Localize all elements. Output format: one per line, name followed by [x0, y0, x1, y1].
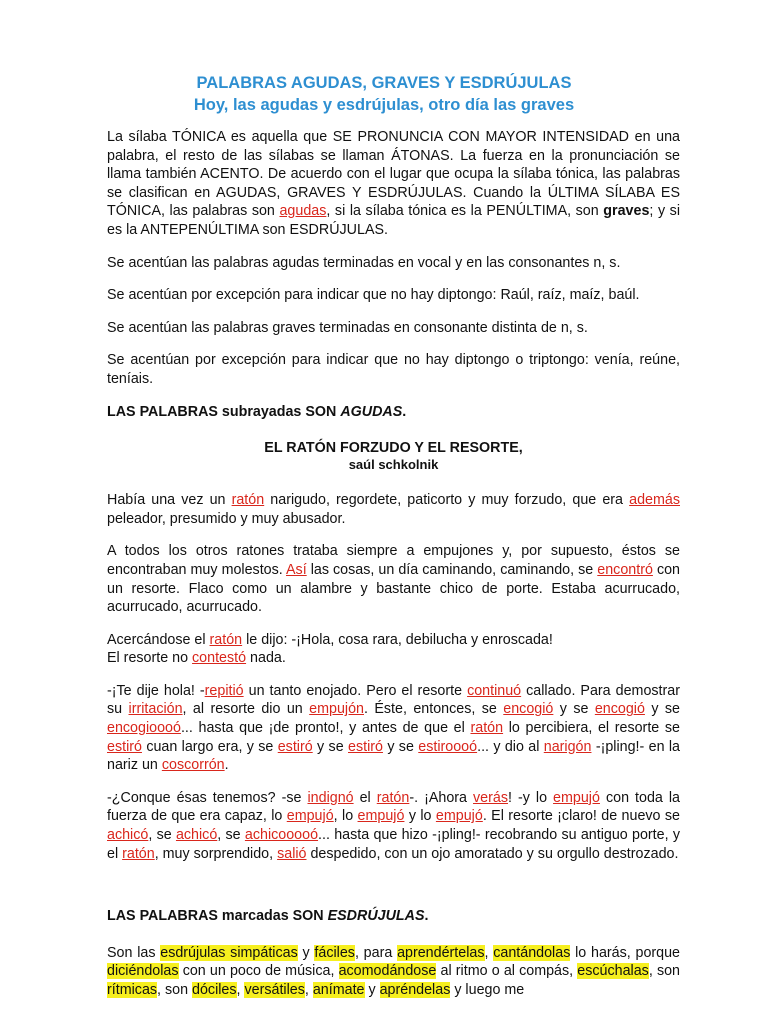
text: y: [364, 982, 380, 998]
text: lo harás, porque: [570, 944, 681, 961]
text: , se: [148, 827, 176, 844]
text: al ritmo o al compás,: [436, 963, 578, 980]
heading-part: .: [424, 908, 429, 925]
text: ... y dio al: [477, 738, 544, 755]
story-paragraph-1: [107, 491, 680, 528]
story-paragraph-3: [107, 631, 680, 668]
heading-part: ESDRÚJULAS: [327, 908, 425, 925]
text: le dijo: -¡Hola, cosa rara, debilucha y enroscada!: [242, 631, 553, 648]
heading-part: LAS PALABRAS: [107, 908, 218, 925]
text: . Éste, entonces, se: [364, 701, 504, 718]
text: , lo: [333, 808, 358, 825]
aguda-word: ratón: [209, 631, 243, 648]
text: A todos los otros ratones trataba siempre a empujones y, por supuesto, éstos se encontraban muy molestos.: [107, 543, 680, 578]
document-subtitle: Hoy, las agudas y esdrújulas, otro día las graves: [193, 96, 575, 114]
text: -¡Te dije hola! -: [107, 682, 205, 699]
heading-part: .: [402, 403, 407, 420]
story-title-block: [107, 439, 680, 473]
rule-paragraph: Se acentúan por excepción para indicar que no hay diptongo: Raúl, raíz, maíz, baúl.: [107, 287, 640, 304]
text: , para: [354, 944, 398, 961]
title-block: [0, 72, 768, 116]
esdrujula-word: apréndelas: [379, 982, 451, 998]
esdrujula-word: acomodándose: [338, 963, 437, 980]
aguda-word: estiroooó: [418, 738, 478, 755]
text: -¡pling!- en la nariz un: [107, 738, 680, 774]
spacer: [107, 877, 680, 907]
text: ... hasta que hizo -¡pling!- recobrando su antiguo porte, y el: [107, 827, 680, 862]
aguda-word: achicó: [107, 827, 149, 844]
text: y luego me: [450, 982, 525, 998]
text: Son las: [107, 944, 161, 961]
esdrujula-word: diciéndolas: [107, 963, 179, 980]
text: callado. Para demostrar su: [107, 682, 680, 718]
intro-text-1: La sílaba TÓNICA es aquella que SE PRONUNCIA CON MAYOR INTENSIDAD en una palabra, el resto de las sílabas se llaman ÁTONAS. La fuerza en la pronunciación se llama también ACENTO. De acuerdo con el lugar que ocupa la sílaba tónica, las palabras se clasifican en AGUDAS, GRAVES Y ESDRÚJULAS. Cuando la ÚLTIMA SÍLABA ES TÓNICA, las palabras son: [107, 129, 680, 220]
text: , muy sorprendido,: [154, 845, 278, 862]
text: , se: [217, 827, 245, 844]
aguda-word: achicó: [175, 827, 218, 844]
text: con un poco de música,: [178, 963, 339, 980]
word-graves: graves: [603, 203, 650, 220]
aguda-word: estiró: [348, 738, 383, 755]
story-paragraph-4: [107, 682, 680, 775]
aguda-word: empujó: [553, 789, 600, 806]
aguda-word: encontró: [597, 561, 653, 578]
document-body: [107, 128, 680, 1014]
text: -. ¡Ahora: [409, 789, 474, 806]
aguda-word: estiró: [107, 738, 142, 755]
text: Acercándose el: [107, 631, 210, 648]
aguda-word: contestó: [192, 650, 247, 667]
aguda-word: irritación: [128, 701, 183, 718]
aguda-word: empujó: [435, 808, 483, 825]
aguda-word: empujó: [286, 808, 334, 825]
rule-paragraph: Se acentúan las palabras graves terminadas en consonante distinta de n, s.: [107, 319, 588, 336]
text: .: [224, 757, 229, 774]
aguda-word: empujón: [309, 701, 364, 718]
text: y se: [644, 701, 680, 718]
text: , son: [157, 982, 193, 998]
aguda-word: Así: [286, 561, 307, 578]
text: y lo: [404, 808, 436, 825]
aguda-word: indignó: [307, 789, 354, 806]
text: ... hasta que ¡de pronto!, y antes de que el: [180, 720, 471, 737]
document-title: PALABRAS AGUDAS, GRAVES Y ESDRÚJULAS: [196, 74, 572, 92]
aguda-word: ratón: [376, 789, 410, 806]
aguda-word: coscorrón: [161, 757, 225, 774]
aguda-word: además: [629, 492, 680, 509]
text: y se: [312, 738, 348, 755]
story-title: EL RATÓN FORZUDO Y EL RESORTE,: [264, 440, 523, 457]
aguda-word: ratón: [122, 845, 155, 862]
text: ! -y lo: [507, 789, 554, 806]
aguda-word: continuó: [467, 682, 522, 699]
text: . El resorte ¡claro! de nuevo se: [482, 808, 681, 825]
text: , al resorte dio un: [182, 701, 310, 718]
text: y: [297, 944, 315, 961]
esdrujula-word: escúchalas: [577, 963, 649, 980]
esdrujula-word: anímate: [312, 982, 365, 998]
aguda-word: repitió: [204, 682, 244, 699]
heading-part: LAS PALABRAS: [107, 403, 218, 420]
aguda-word: encogioooó: [107, 720, 181, 737]
text: y se: [553, 701, 595, 718]
text: ,: [304, 982, 313, 998]
text: lo percibiera, el resorte se: [503, 720, 680, 737]
text: un tanto enojado. Pero el resorte: [243, 682, 468, 699]
text: peleador, presumido y muy abusador.: [107, 510, 346, 527]
esdrujula-word: aprendértelas: [397, 944, 485, 961]
rule-paragraph: Se acentúan las palabras agudas terminadas en vocal y en las consonantes n, s.: [107, 254, 621, 271]
rule-paragraph: Se acentúan por excepción para indicar que no hay diptongo o triptongo: venía, reúne, teníais.: [107, 352, 680, 387]
text: ,: [484, 944, 494, 961]
aguda-word: verás: [473, 789, 508, 806]
esdrujulas-heading: [107, 907, 680, 926]
aguda-word: achicooooó: [244, 827, 319, 844]
text: despedido, con un ojo amoratado y su orgullo destrozado.: [306, 845, 679, 862]
aguda-word: encogió: [594, 701, 645, 718]
text: -¿Conque ésas tenemos? -se: [107, 789, 308, 806]
intro-text-2: , si la sílaba tónica es la PENÚLTIMA, son: [326, 203, 604, 220]
text: El resorte no: [107, 650, 193, 667]
intro-text-3: ; y si es la ANTEPENÚLTIMA son ESDRÚJULAS.: [107, 203, 681, 238]
text: y se: [382, 738, 419, 755]
esdrujulas-paragraph: [107, 944, 680, 1000]
heading-part: AGUDAS: [340, 403, 403, 420]
text: con un resorte. Flaco como un alambre y bastante chico de porte. Estaba acurrucado, acurrucado, acurrucado.: [107, 561, 681, 616]
text: nada.: [246, 650, 286, 667]
aguda-word: empujó: [357, 808, 405, 825]
aguda-word: estiró: [277, 738, 313, 755]
text: el: [353, 789, 377, 806]
text: narigudo, regordete, paticorto y muy forzudo, que era: [264, 492, 630, 509]
text: Había una vez un: [107, 492, 232, 509]
text: ,: [236, 982, 245, 998]
text: , son: [648, 963, 681, 980]
text: cuan largo era, y se: [141, 738, 278, 755]
story-paragraph-5: [107, 789, 680, 863]
agudas-heading: [107, 403, 680, 422]
text: con toda la fuerza de que era capaz, lo: [107, 789, 680, 825]
esdrujula-word: cantándolas: [493, 944, 571, 961]
esdrujula-word: esdrújulas simpáticas: [160, 944, 298, 961]
esdrujula-word: rítmicas: [107, 982, 158, 998]
esdrujula-word: fáciles: [314, 944, 355, 961]
aguda-word: salió: [277, 845, 307, 862]
esdrujula-word: versátiles: [244, 982, 305, 998]
aguda-word: encogió: [503, 701, 554, 718]
aguda-word: ratón: [470, 720, 504, 737]
heading-part: marcadas SON: [217, 908, 328, 925]
heading-part: subrayadas SON: [217, 403, 341, 420]
text: las cosas, un día caminando, caminando, se: [306, 561, 598, 578]
story-author: saúl schkolnik: [348, 457, 439, 473]
intro-paragraph: [107, 128, 680, 240]
aguda-word: narigón: [543, 738, 592, 755]
esdrujula-word: dóciles: [192, 982, 237, 998]
story-paragraph-2: [107, 542, 680, 616]
aguda-word: ratón: [231, 492, 265, 509]
word-agudas: agudas: [279, 203, 327, 220]
